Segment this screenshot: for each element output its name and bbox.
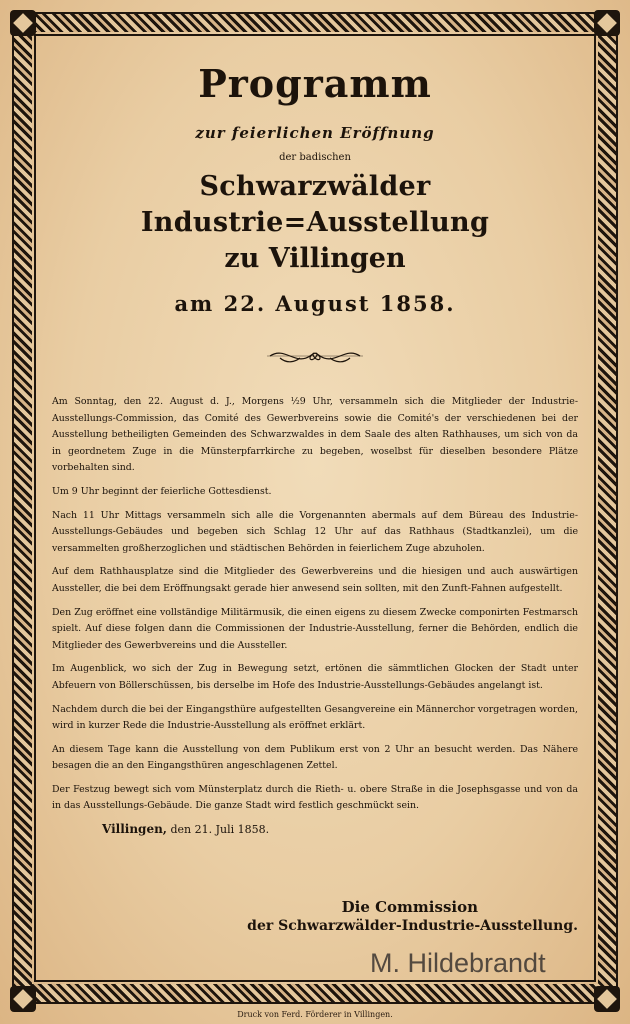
exhibition-place: zu Villingen [224,243,406,274]
paragraph: Um 9 Uhr beginnt der feierliche Gottesdienst. [52,485,272,497]
exhibition-date: am 22. August 1858. [174,291,456,316]
corner-ornament-icon [10,986,36,1012]
paragraph: Der Festzug bewegt sich vom Münsterplatz durch die Rieth- u. obere Straße in die Josephsgasse und von da in das Ausstellungs-Gebäude. Die ganze Stadt wird festlich geschmückt sein. [52,783,578,812]
paragraph: Im Augenblick, wo sich der Zug in Bewegung setzt, ertönen die sämmtlichen Glocken der Stadt unter Abfeuern von Böllerschüssen, bis derselbe im Hofe des Industrie-Ausstellungs-Gebäudes angelangt ist. [52,663,578,691]
poster-content [52,60,578,836]
commission-line-2: der Schwarzwälder-Industrie-Ausstellung. [247,918,578,934]
corner-ornament-icon [594,10,620,36]
commission-line-1: Die Commission [341,898,478,916]
paragraph: An diesem Tage kann die Ausstellung von dem Publikum erst von 2 Uhr an besucht werden. Das Nähere besagen die an den Eingangsthüren angeschlagenen Zettel. [52,743,578,772]
paragraph: Auf dem Rathhausplatze sind die Mitglieder des Gewerbvereins und die hiesigen und auch auswärtigen Aussteller, die bei dem Eröffnungsakt gerade hier anwesend sein sollten, mit den Zunft-Fahnen aufgestellt. [52,566,578,594]
paragraph: Den Zug eröffnet eine vollständige Militärmusik, die einen eigens zu diesem Zwecke componirten Festmarsch spielt. Auf diese folgen dann die Commissionen der Industrie-Ausstellung, ferner die Behörden, endlich die Mitglieder des Gewerbvereins und die Aussteller. [52,606,578,651]
corner-ornament-icon [594,986,620,1012]
signoff [52,822,578,836]
poster-small-line: der badischen [279,152,351,163]
signoff-place: Villingen, [102,822,167,837]
paragraph: Nach 11 Uhr Mittags versammeln sich alle die Vorgenannten abermals auf dem Büreau des Industrie-Ausstellungs-Gebäudes und begeben sich Schlag 12 Uhr auf das Rathhaus (Stadtkanzlei), um die versammelten großherzoglichen und städtischen Behörden in feierlichem Zuge abzuholen. [52,509,578,554]
corner-ornament-icon [10,10,36,36]
paragraph: Am Sonntag, den 22. August d. J., Morgens ½9 Uhr, versammeln sich die Mitglieder der Industrie-Ausstellungs-Commission, das Comité des Gewerbvereins sowie die Comité's der verschiedenen bei der Ausstellung betheiligten Gemeinden des Schwarzwaldes in dem Saale des alten Rathhauses, um sich von da in geordnetem Zuge in die Münsterpfarrkirche zu begeben, woselbst für dieselben besondere Plätze vorbehalten sind. [52,396,578,474]
poster-title: Programm [198,61,432,106]
flourish-ornament-icon [265,344,365,368]
paragraph: Nachdem durch die bei der Eingangsthüre aufgestellten Gesangvereine ein Männerchor vorgetragen worden, wird in kurzer Rede die Industrie-Ausstellung als eröffnet erklärt. [52,703,578,732]
signoff-date: den 21. Juli 1858. [170,823,270,837]
exhibition-title: Schwarzwälder Industrie=Ausstellung [140,171,490,238]
program-body [52,394,578,815]
watermark: M. Hildebrandt [370,948,546,978]
printer-imprint: Druck von Ferd. Förderer in Villingen. [237,1010,393,1019]
poster-subtitle: zur feierlichen Eröffnung [195,124,435,142]
commission-signature [247,898,578,934]
